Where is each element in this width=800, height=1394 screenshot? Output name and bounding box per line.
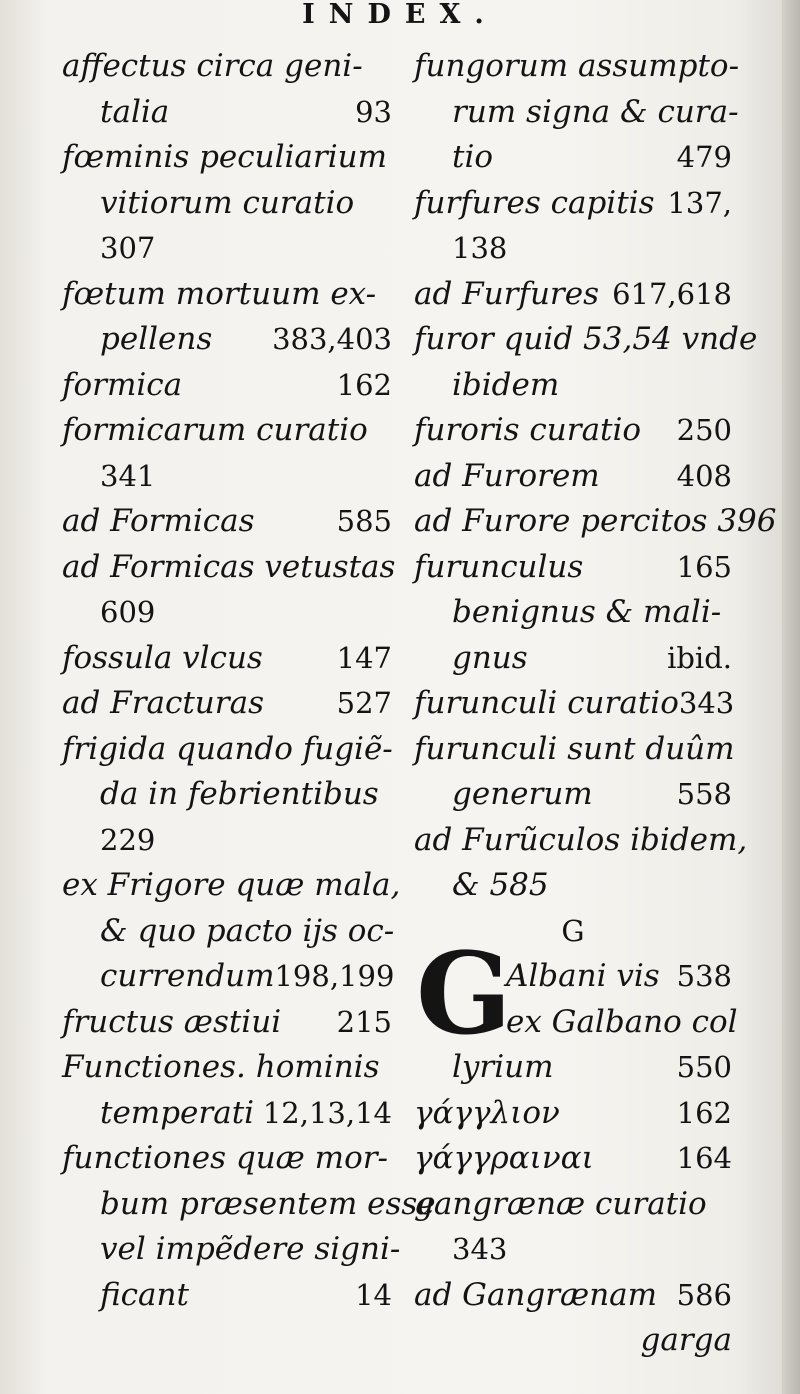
index-entry [414, 499, 777, 545]
index-entry [62, 681, 392, 727]
index-line [414, 44, 740, 90]
page-reference: 93 [355, 94, 392, 129]
index-term: vitiorum curatio [100, 184, 355, 221]
index-entry [414, 454, 732, 500]
index-column-right [414, 44, 777, 1364]
index-term: gnus [452, 639, 528, 676]
page-reference: 343 [452, 1232, 508, 1266]
drop-cap-initial: G [416, 929, 512, 1060]
page-reference: 162 [336, 367, 392, 402]
index-entry [414, 545, 732, 682]
index-line [414, 408, 732, 454]
index-line [62, 772, 392, 818]
index-term: vel impẽdere signi- [100, 1231, 401, 1267]
index-line [414, 954, 732, 1000]
index-line [62, 1000, 392, 1046]
g-initial-block [414, 929, 738, 1091]
index-term: ex Galbano col [506, 1003, 738, 1040]
page-reference: 138 [452, 231, 508, 265]
index-term: ad Furũculos ibidem, [414, 821, 748, 858]
index-line [62, 681, 392, 727]
index-term: fœtum mortuum ex- [62, 275, 377, 312]
index-line [62, 226, 392, 272]
index-entry [414, 1182, 732, 1273]
index-line [414, 363, 732, 409]
page-reference: 215 [336, 1004, 392, 1039]
index-term: da in febrientibus [100, 776, 379, 812]
index-term: formica [62, 366, 183, 403]
index-term: furfures capitis [414, 184, 655, 221]
index-entry [62, 636, 392, 682]
index-line [414, 181, 732, 227]
index-term: fructus æstiui [62, 1003, 282, 1040]
index-line [62, 818, 392, 864]
index-line [62, 1045, 392, 1091]
index-line [62, 272, 392, 318]
index-term: ibidem [452, 366, 560, 403]
index-line [62, 1227, 401, 1273]
index-line [62, 545, 396, 591]
index-entry [414, 1136, 732, 1182]
page-reference: 550 [676, 1050, 732, 1084]
page-reference: 162 [676, 1095, 732, 1130]
index-entry [414, 1273, 732, 1319]
index-line [62, 1273, 392, 1319]
index-line [414, 772, 732, 818]
index-line [414, 863, 732, 909]
index-term: ex Frigore quæ mala, [62, 867, 401, 903]
index-entry [62, 727, 392, 864]
page-reference: 250 [676, 413, 732, 447]
page-reference: 165 [676, 549, 732, 584]
index-entry [62, 272, 392, 363]
page-reference: 12,13,14 [262, 1095, 392, 1130]
page-reference: 341 [100, 458, 156, 493]
index-entry [414, 181, 732, 272]
index-entry [414, 408, 732, 454]
index-entry [414, 44, 740, 181]
index-entry [414, 681, 735, 727]
index-term: & 585 [452, 867, 549, 903]
page-reference: 343 [678, 686, 735, 720]
index-term: rum signa & cura- [452, 93, 739, 130]
index-entry [62, 363, 392, 409]
index-entry [62, 863, 401, 1000]
page-reference: 408 [676, 458, 732, 493]
index-term: benignus & mali- [452, 594, 722, 630]
index-term: tio [452, 139, 494, 175]
index-term: ad Gangrænam [414, 1276, 658, 1313]
index-term: lyrium [452, 1049, 554, 1085]
index-entry [62, 545, 396, 636]
index-line [62, 636, 392, 682]
index-line [62, 1091, 392, 1137]
index-line [414, 727, 735, 773]
index-entry [62, 499, 392, 545]
index-line [414, 545, 732, 591]
index-term: functiones quæ mor- [62, 1140, 389, 1176]
index-entry [62, 44, 392, 135]
index-term: gangrænæ curatio [414, 1185, 707, 1222]
index-line [62, 135, 392, 181]
index-line [414, 499, 777, 545]
catchword: garga [640, 1322, 732, 1358]
index-entry [62, 1000, 392, 1046]
index-term: Albani vis [506, 958, 660, 994]
index-line [414, 135, 732, 181]
index-line [62, 90, 392, 136]
index-line [62, 863, 401, 909]
index-entry [62, 1045, 392, 1136]
index-entry [62, 408, 392, 499]
index-line [414, 454, 732, 500]
index-line [62, 44, 392, 90]
index-line [414, 818, 748, 864]
index-line [62, 727, 392, 773]
index-term: & quo pacto ijs oc- [100, 912, 395, 949]
index-term: affectus circa geni- [62, 48, 363, 84]
index-term: furunculi sunt duûm [414, 730, 735, 767]
index-line [62, 1182, 436, 1228]
index-entry [62, 135, 392, 272]
index-line [62, 408, 392, 454]
index-entry [414, 818, 748, 909]
index-term: currendum [100, 958, 275, 994]
index-line [62, 454, 392, 500]
page-header: INDEX. [302, 0, 498, 30]
index-line [414, 90, 739, 136]
index-line [414, 1000, 738, 1046]
page-reference: 585 [336, 504, 392, 538]
index-line [62, 499, 392, 545]
index-line [414, 1227, 732, 1273]
index-term: fossula vlcus [62, 639, 263, 676]
index-term: Functiones. hominis [62, 1049, 380, 1085]
index-term: furunculi curatio [414, 685, 679, 721]
page-reference: 14 [355, 1277, 392, 1312]
index-term: ad Furorem [414, 457, 600, 494]
catchword-line [414, 1318, 732, 1364]
index-term: generum [452, 776, 593, 812]
index-line [414, 226, 732, 272]
index-line [414, 590, 732, 636]
index-term: furunculus [414, 548, 584, 585]
index-line [414, 1273, 732, 1319]
page-reference: 617,618 [612, 276, 732, 311]
index-term: ad Formicas vetustas [62, 548, 396, 585]
page-reference: ibid. [667, 640, 732, 675]
index-line [414, 1182, 732, 1228]
index-term: γάγγραιναι [414, 1140, 594, 1176]
index-term: frigida quando fugiẽ- [62, 730, 393, 767]
index-term: ficant [100, 1276, 189, 1313]
index-line [414, 636, 732, 682]
index-line [62, 1136, 392, 1182]
page-reference: 307 [100, 231, 156, 265]
index-term: bum præsentem esse [100, 1185, 436, 1222]
index-line [62, 954, 395, 1000]
index-line [62, 181, 392, 227]
page-reference: 164 [676, 1141, 732, 1175]
index-term: ad Fracturas [62, 685, 264, 721]
index-entry [62, 1136, 436, 1318]
index-column-left [62, 44, 436, 1318]
index-term: fœminis peculiarium [62, 139, 388, 175]
index-term: γάγγλιον [414, 1094, 560, 1131]
page-reference: 198,199 [274, 959, 395, 993]
index-line [62, 590, 392, 636]
page-reference: 558 [676, 777, 732, 811]
index-term: furor quid 53,54 vnde [414, 321, 758, 357]
index-term: temperati [100, 1094, 255, 1131]
index-entry [414, 727, 735, 818]
index-term: formicarum curatio [62, 412, 368, 448]
index-line [414, 681, 735, 727]
page-reference: 147 [336, 640, 392, 675]
index-line [62, 909, 395, 955]
index-line [62, 363, 392, 409]
index-entry [414, 1091, 732, 1137]
index-line [414, 1045, 732, 1091]
index-line [414, 272, 732, 318]
index-line [414, 1136, 732, 1182]
section-letter-g: G [561, 913, 585, 948]
index-line [414, 317, 758, 363]
page-edge [782, 0, 800, 1394]
index-line [62, 317, 392, 363]
page-reference: 538 [676, 959, 732, 993]
page-reference: 479 [676, 140, 732, 174]
page-reference: 137, [667, 185, 732, 220]
index-entry [414, 272, 732, 318]
index-term: fungorum assumpto- [414, 48, 740, 84]
page-reference: 229 [100, 822, 156, 857]
page-reference: 527 [336, 686, 392, 720]
index-term: ad Furfures [414, 275, 599, 312]
index-term: ad Furore percitos 396 [414, 503, 777, 539]
index-term: talia [100, 93, 170, 130]
page-reference: 586 [676, 1277, 732, 1312]
index-term: pellens [100, 321, 213, 357]
index-term: ad Formicas [62, 503, 255, 539]
index-term: furoris curatio [414, 412, 642, 448]
page-reference: 609 [100, 595, 156, 629]
index-line [414, 1091, 732, 1137]
index-entry [414, 317, 758, 408]
page-reference: 383,403 [272, 322, 392, 356]
